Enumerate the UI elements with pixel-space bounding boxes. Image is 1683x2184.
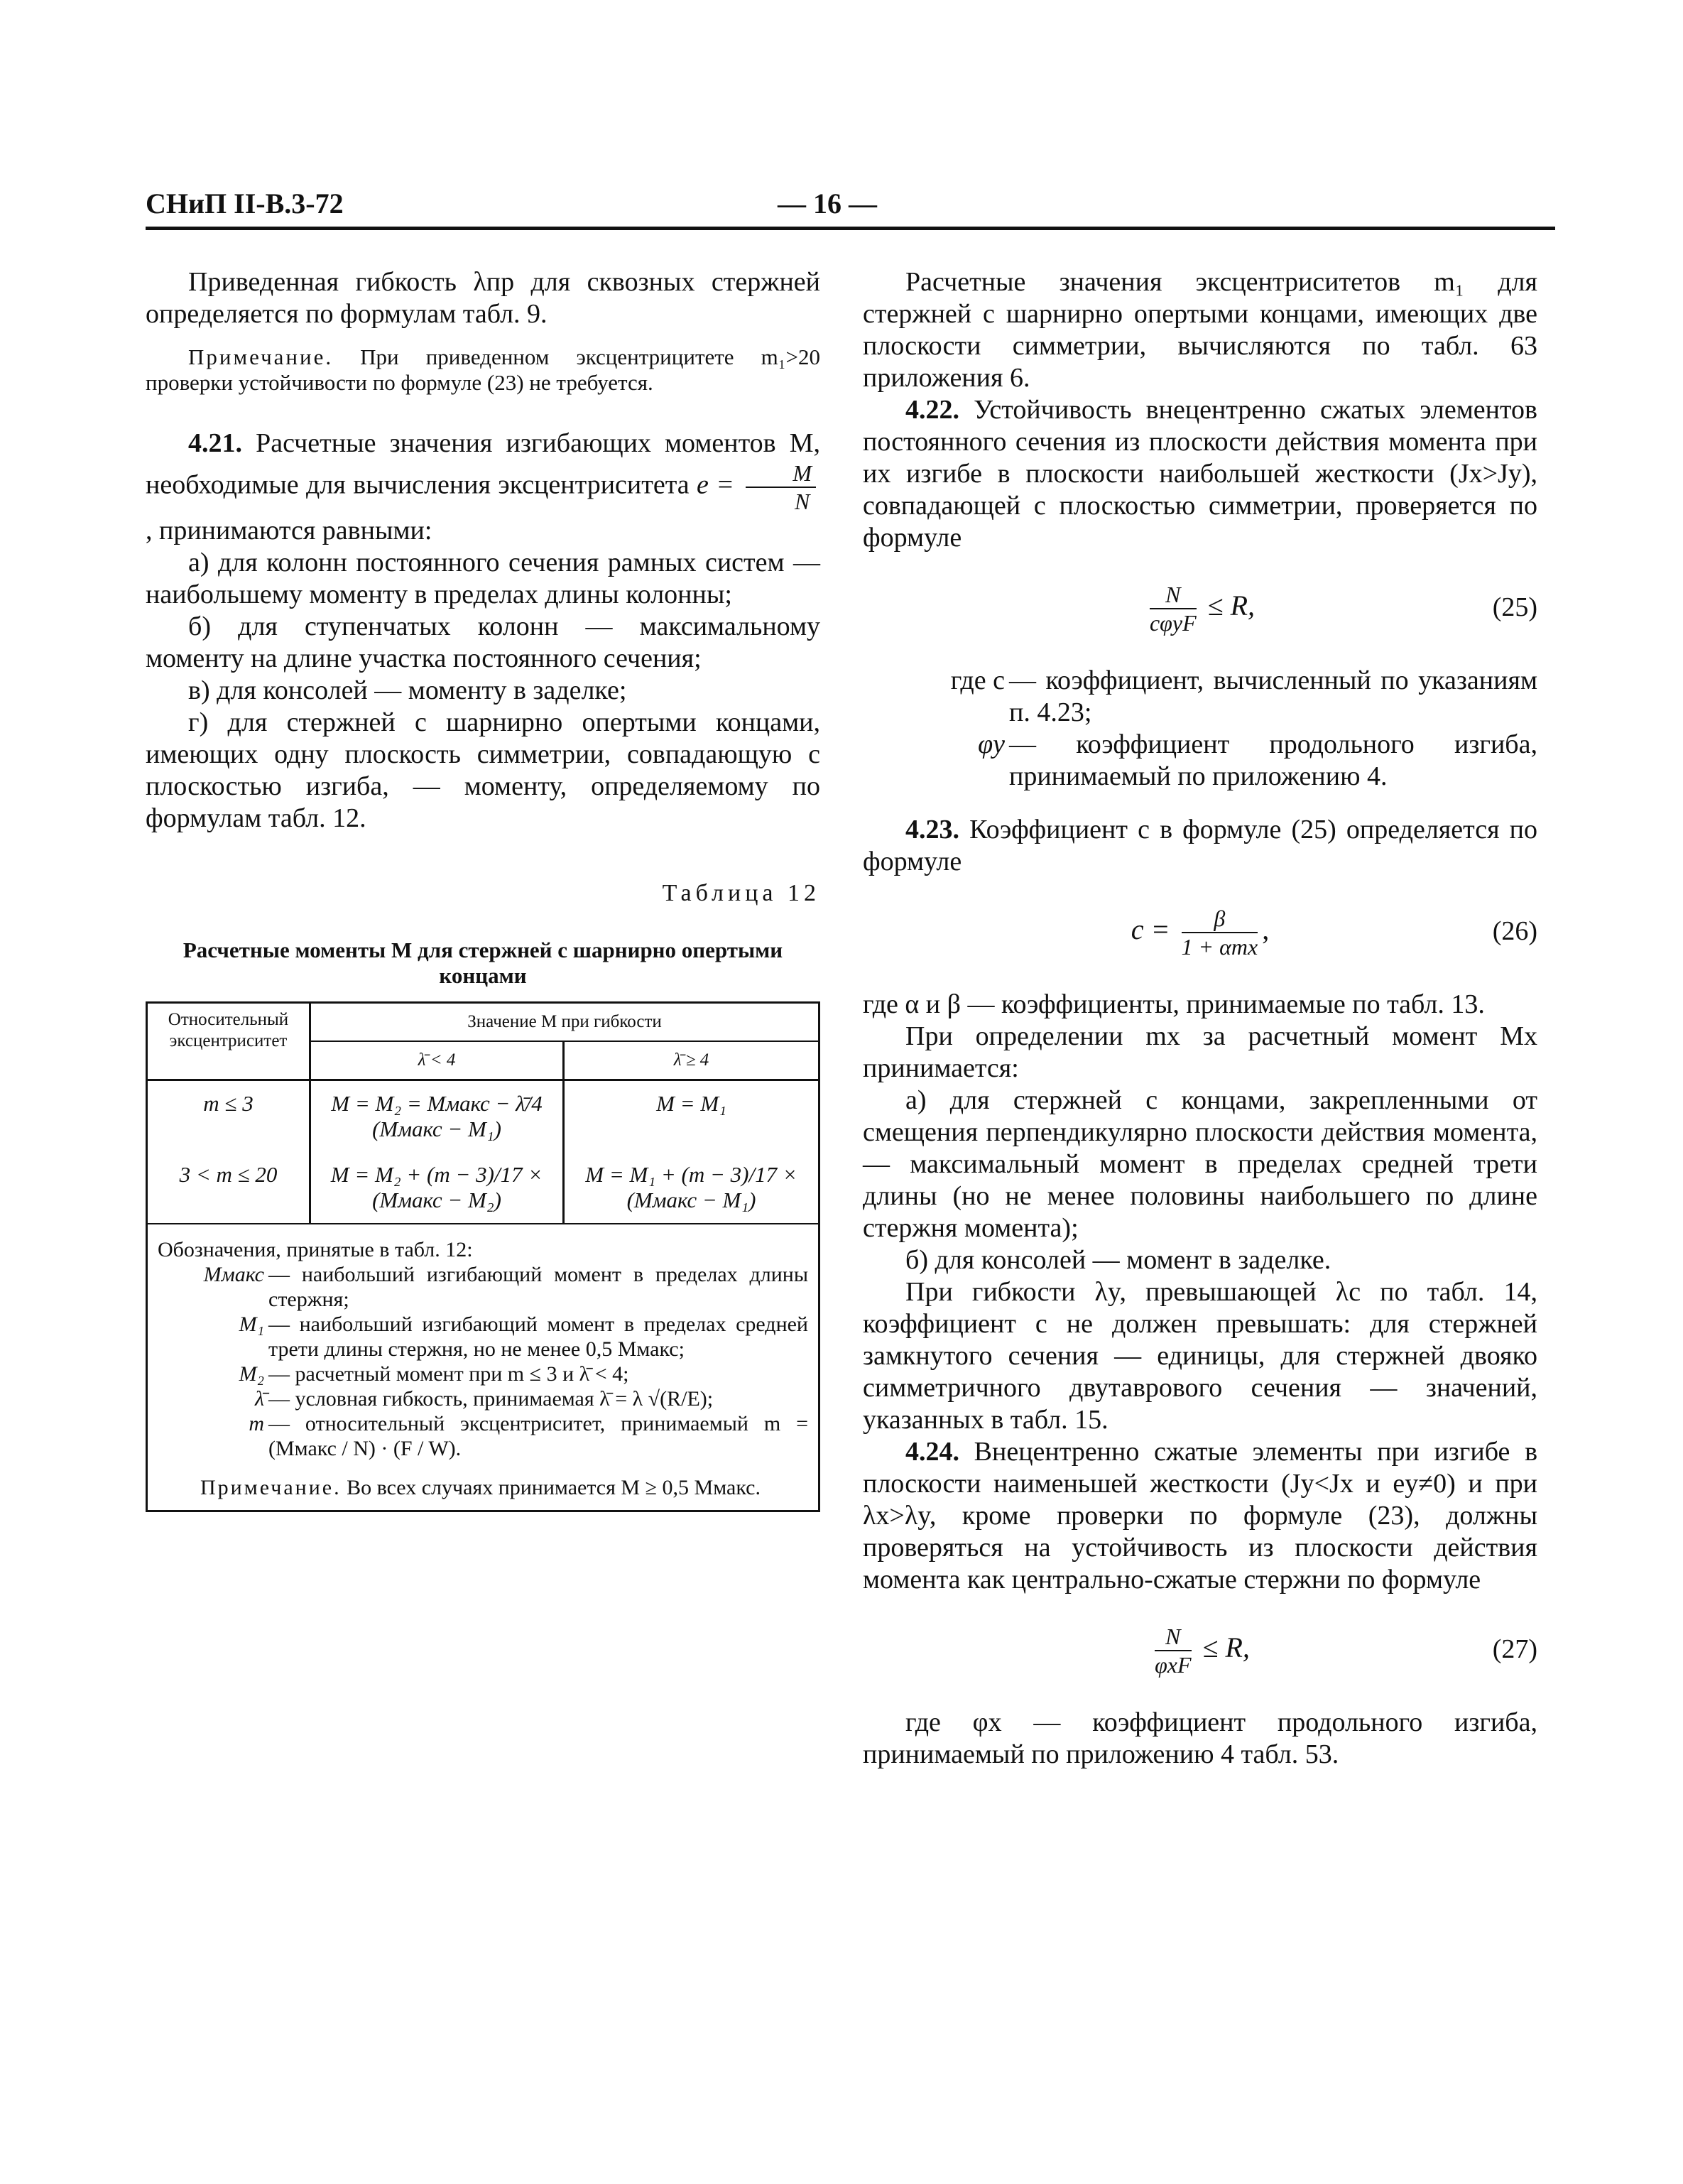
section-4-21: [146, 428, 820, 547]
table-note-label: Примечание.: [200, 1476, 342, 1499]
table-title: Расчетные моменты M для стержней с шарнирно опертыми концами: [183, 938, 783, 988]
section-number: 4.24.: [905, 1437, 959, 1467]
table-caption: Таблица 12: [662, 880, 820, 906]
section-4-22: [863, 394, 1537, 554]
fraction-m-over-n: [746, 460, 816, 515]
formula-fraction: [1150, 581, 1197, 636]
formula-fraction: [1155, 1623, 1191, 1678]
list-item-b: б) для ступенчатых колонн — максимальному моменту на длине участка постоянного сечения;: [146, 612, 820, 673]
section-text-tail: , принимаются равными:: [146, 516, 432, 545]
formula-number: (27): [1492, 1634, 1537, 1664]
paragraph-lambda: При гибкости λy, превышающей λc по табл. 14, коэффициент c не должен превышать: для стержней замкнутого сечения — единицы, для стержней двояко симметричного двутаврового сечения — значений, указанных в табл. 15.: [863, 1277, 1537, 1435]
list-item-a: а) для колонн постоянного сечения рамных систем — наибольшему моменту в пределах длины колонны;: [146, 548, 820, 609]
note-label: Примечание.: [188, 344, 334, 369]
list-item-g: г) для стержней с шарнирно опертыми концами, имеющих одну плоскость симметрии, совпадающую с плоскостью изгиба, — моменту, определяемому по формулам табл. 12.: [146, 707, 820, 833]
legend-title: Обозначения, принятые в табл. 12:: [158, 1238, 473, 1261]
where-symbol: φy: [978, 729, 1005, 759]
fraction-denominator: N: [795, 489, 810, 514]
table-legend: [148, 1223, 818, 1510]
document-code: СНиП II-В.3-72: [146, 188, 344, 219]
table-subheader-high: λ̄ ≥ 4: [673, 1050, 709, 1070]
legend-row: [158, 1386, 808, 1411]
fraction-numerator: β: [1182, 905, 1258, 933]
header-rule: [146, 227, 1555, 230]
table-cell: M = M₁: [656, 1091, 726, 1116]
formula-number: (25): [1492, 592, 1537, 622]
legend-description: — расчетный момент при m ≤ 3 и λ̄ < 4;: [268, 1362, 629, 1386]
page-header: [146, 181, 1555, 231]
legend-symbol: Mмакс: [203, 1263, 264, 1286]
fraction-numerator: N: [1155, 1623, 1191, 1651]
formula-26: [863, 891, 1537, 976]
section-text: Расчетные значения изгибающих моментов M, необходимые для вычисления эксцентриситета: [146, 428, 820, 500]
table-note-text: Во всех случаях принимается M ≥ 0,5 Mмакс.: [347, 1476, 761, 1499]
list-item-b: б) для консолей — момент в заделке.: [905, 1245, 1331, 1275]
formula-25: [863, 567, 1537, 652]
fraction-denominator: 1 + αmx: [1181, 934, 1258, 960]
table-header: [148, 1004, 818, 1081]
legend-description: — условная гибкость, принимаемая λ̄ = λ √(R/E);: [268, 1387, 714, 1411]
left-column: [146, 266, 820, 1512]
section-number: 4.22.: [905, 395, 959, 425]
legend-description: — наибольший изгибающий момент в пределах длины стержня;: [268, 1263, 808, 1311]
table-header-group: [311, 1004, 818, 1079]
fraction-denominator: φxF: [1155, 1652, 1192, 1678]
section-number: 4.21.: [188, 428, 242, 458]
paragraph-eccentricities: Расчетные значения эксцентриситетов m₁ для стержней с шарнирно опертыми концами, имеющих две плоскости симметрии, вычисляются по табл. 63 приложения 6.: [863, 267, 1537, 393]
table-cell: M = M₂ = Mмакс − λ̄/4 (Mмакс − M₁): [311, 1081, 565, 1152]
where-description: — коэффициент, вычисленный по указаниям п. 4.23;: [1009, 665, 1537, 727]
formula-lhs: c =: [1131, 913, 1170, 946]
note-text: При приведенном эксцентрицитете m₁>20 проверки устойчивости по формуле (23) не требуется.: [146, 344, 820, 395]
paragraph-intro: Приведенная гибкость λпр для сквозных стержней определяется по формулам табл. 9.: [146, 267, 820, 329]
legend-description: — относительный эксцентриситет, принимаемый m = (Mмакс / N) · (F / W).: [268, 1412, 808, 1460]
fraction-numerator: M: [746, 460, 816, 488]
table-row: [148, 1081, 818, 1152]
paragraph-alpha-beta: где α и β — коэффициенты, принимаемые по табл. 13.: [863, 989, 1485, 1019]
section-number: 4.23.: [905, 815, 959, 844]
paragraph-phi-x: где φx — коэффициент продольного изгиба, принимаемый по приложению 4 табл. 53.: [863, 1707, 1537, 1769]
legend-symbol: m: [249, 1412, 264, 1435]
table-header-value: Значение M при гибкости: [311, 1004, 818, 1042]
section-4-24: [863, 1436, 1537, 1596]
list-item-a: а) для стержней с концами, закрепленными от смещения перпендикулярно плоскости действия момента, — максимальный момент в пределах средней трети длины (но не менее половины наибольшего по длине стержня момента);: [863, 1085, 1537, 1243]
table-subheaders: [311, 1042, 818, 1079]
section-4-23: [863, 814, 1537, 878]
formula-body: [863, 581, 1537, 636]
formula-body: [863, 1623, 1537, 1678]
legend-row: [158, 1411, 808, 1461]
right-column: [863, 266, 1537, 1771]
formula-27: [863, 1609, 1537, 1694]
table-row: [148, 1152, 818, 1223]
legend-row: [158, 1312, 808, 1362]
legend-description: — наибольший изгибающий момент в пределах средней трети длины стержня, но не менее 0,5 Mмакс;: [268, 1313, 808, 1361]
table-cell: M = M₂ + (m − 3)/17 × (Mмакс − M₂): [311, 1152, 565, 1223]
formula-rhs: ≤ R,: [1207, 590, 1256, 622]
section-text: Внецентренно сжатые элементы при изгибе в плоскости наименьшей жесткости (Jy<Jx и ey≠0) и при λx>λy, кроме проверки по формуле (23), должны проверяться на устойчивость из плоскости действия момента как центрально-сжатые стержни по формуле: [863, 1437, 1538, 1594]
legend-symbol: λ̄: [255, 1387, 264, 1411]
where-symbol: где c: [950, 665, 1005, 695]
table-cell: 3 < m ≤ 20: [148, 1152, 311, 1223]
formula-body: c = $\frac{\beta}{\text{1 + αmx}}$ ,: [1131, 906, 1270, 960]
legend-row: [158, 1262, 808, 1312]
formula-fraction: [1182, 905, 1258, 960]
formula-number: (26): [1492, 916, 1537, 946]
where-list-25: [863, 665, 1537, 793]
fraction-numerator: N: [1150, 581, 1197, 609]
table-12: [146, 1001, 820, 1512]
list-item-v: в) для консолей — моменту в заделке;: [188, 675, 627, 705]
fraction-denominator: cφyF: [1149, 610, 1197, 636]
table-header-eccentricity: Относительный эксцентриситет: [148, 1004, 311, 1079]
formula-rhs: ≤ R,: [1202, 1631, 1250, 1664]
table-subheader-low: λ̄ < 4: [311, 1042, 565, 1079]
where-row: [863, 665, 1537, 729]
paragraph-mx: При определении mx за расчетный момент Mx принимается:: [863, 1021, 1537, 1083]
legend-row: [158, 1362, 808, 1386]
where-row: [863, 729, 1537, 793]
legend-symbol: M₁: [239, 1313, 264, 1336]
page-number: — 16 —: [778, 188, 877, 219]
note-paragraph: [146, 344, 820, 396]
table-cell: m ≤ 3: [148, 1081, 311, 1152]
legend-symbol: M₂: [239, 1362, 264, 1386]
section-text: Коэффициент c в формуле (25) определяется по формуле: [863, 815, 1538, 876]
formula-e-label: e =: [697, 469, 734, 500]
table-cell: M = M₁ + (m − 3)/17 × (Mмакс − M₁): [585, 1162, 797, 1212]
where-description: — коэффициент продольного изгиба, принимаемый по приложению 4.: [1009, 729, 1537, 791]
section-text: Устойчивость внецентренно сжатых элементов постоянного сечения из плоскости действия момента при их изгибе в плоскости наибольшей жесткости (Jx>Jy), совпадающей с плоскостью симметрии, проверяется по формуле: [863, 395, 1537, 553]
table-note: [158, 1475, 808, 1500]
